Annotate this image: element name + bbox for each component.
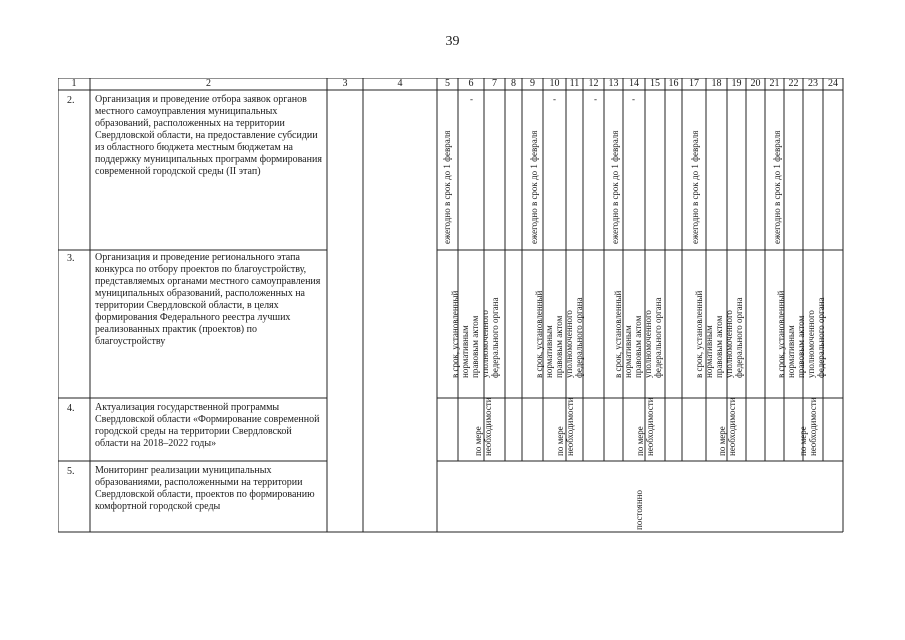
row-4-period-group-1: по мере необходимости: [473, 397, 493, 456]
row-2-dash: -: [470, 94, 473, 104]
row-5-description: Мониторинг реализации муниципальных образованиями, расположенными на территории Свердловской области, проектов по формированию комфортной городской среды: [95, 465, 315, 512]
column-header-13: 13: [608, 78, 619, 89]
row-5-number: 5.: [67, 466, 75, 477]
row-2-number: 2.: [67, 95, 75, 106]
row-2-period-group-5: ежегодно в срок до 1 февраля: [772, 130, 782, 244]
row-3-period-group-2: в срок, установленный нормативным правовым актом уполномоченного федерального органа: [534, 290, 584, 378]
column-header-5: 5: [445, 78, 450, 89]
row-3-period-group-5: в срок, установленный нормативным правовым актом уполномоченного федерального органа: [776, 290, 826, 378]
column-header-2: 2: [206, 78, 211, 89]
column-header-12: 12: [588, 78, 599, 89]
column-header-23: 23: [808, 78, 818, 89]
column-header-9: 9: [530, 78, 535, 89]
column-header-20: 20: [750, 78, 761, 89]
column-header-7: 7: [492, 78, 497, 89]
column-header-24: 24: [828, 78, 838, 89]
column-header-18: 18: [711, 78, 722, 89]
row-5-period: постоянно: [634, 490, 644, 530]
column-header-15: 15: [650, 78, 660, 89]
column-header-8: 8: [511, 78, 516, 89]
row-2-period-group-3: ежегодно в срок до 1 февраля: [610, 130, 620, 244]
column-header-16: 16: [668, 78, 679, 89]
row-4-period-group-4: по мере необходимости: [717, 397, 737, 456]
row-3-description: Организация и проведение регионального этапа конкурса по отбору проектов по благоустройству, представляемых органами местного самоуправления муниципальных образований, расположенных на территории Свердловской области, в целях формирования Федерального реестра лучших реализованных практик (проектов) по благоустройству: [95, 252, 321, 347]
column-header-11: 11: [569, 78, 580, 89]
row-4-description: Актуализация государственной программы Свердловской области «Формирование современной городской среды на территории Свердловской области на 2018–2022 годы»: [95, 402, 320, 449]
row-4-number: 4.: [67, 403, 75, 414]
row-3-period-group-1: в срок, установленный нормативным правовым актом уполномоченного федерального органа: [450, 290, 500, 378]
row-2-period-group-2: ежегодно в срок до 1 февраля: [529, 130, 539, 244]
row-2-dash: -: [632, 94, 635, 104]
row-4-period-group-2: по мере необходимости: [555, 397, 575, 456]
page-number: 39: [445, 34, 460, 49]
column-header-17: 17: [689, 78, 699, 89]
row-4-period-group-3: по мере необходимости: [635, 397, 655, 456]
row-3-period-group-4: в срок, установленный нормативным правовым актом уполномоченного федерального органа: [694, 290, 744, 378]
column-header-3: 3: [342, 78, 348, 89]
row-2-period-group-4: ежегодно в срок до 1 февраля: [690, 130, 700, 244]
column-header-6: 6: [468, 78, 474, 89]
row-3-number: 3.: [67, 253, 75, 264]
row-3-period-group-3: в срок, установленный нормативным правовым актом уполномоченного федерального органа: [613, 290, 663, 378]
row-2-dash: -: [594, 94, 597, 104]
column-header-19: 19: [731, 78, 742, 89]
column-header-1: 1: [71, 78, 77, 89]
column-header-10: 10: [549, 78, 560, 89]
row-4-period-group-5: по мере необходимости: [798, 397, 818, 456]
column-header-14: 14: [629, 78, 639, 89]
row-2-dash: -: [553, 94, 556, 104]
row-2-period-group-1: ежегодно в срок до 1 февраля: [442, 130, 452, 244]
column-header-4: 4: [397, 78, 403, 89]
column-header-21: 21: [769, 78, 780, 89]
column-header-22: 22: [788, 78, 799, 89]
row-2-description: Организация и проведение отбора заявок органов местного самоуправления муниципальных образований, расположенных на территории Свердловской области, на предоставление субсидии из областного бюджета местным бюджетам на поддержку муниципальных программ формирования современной городской среды (II этап): [95, 94, 322, 177]
